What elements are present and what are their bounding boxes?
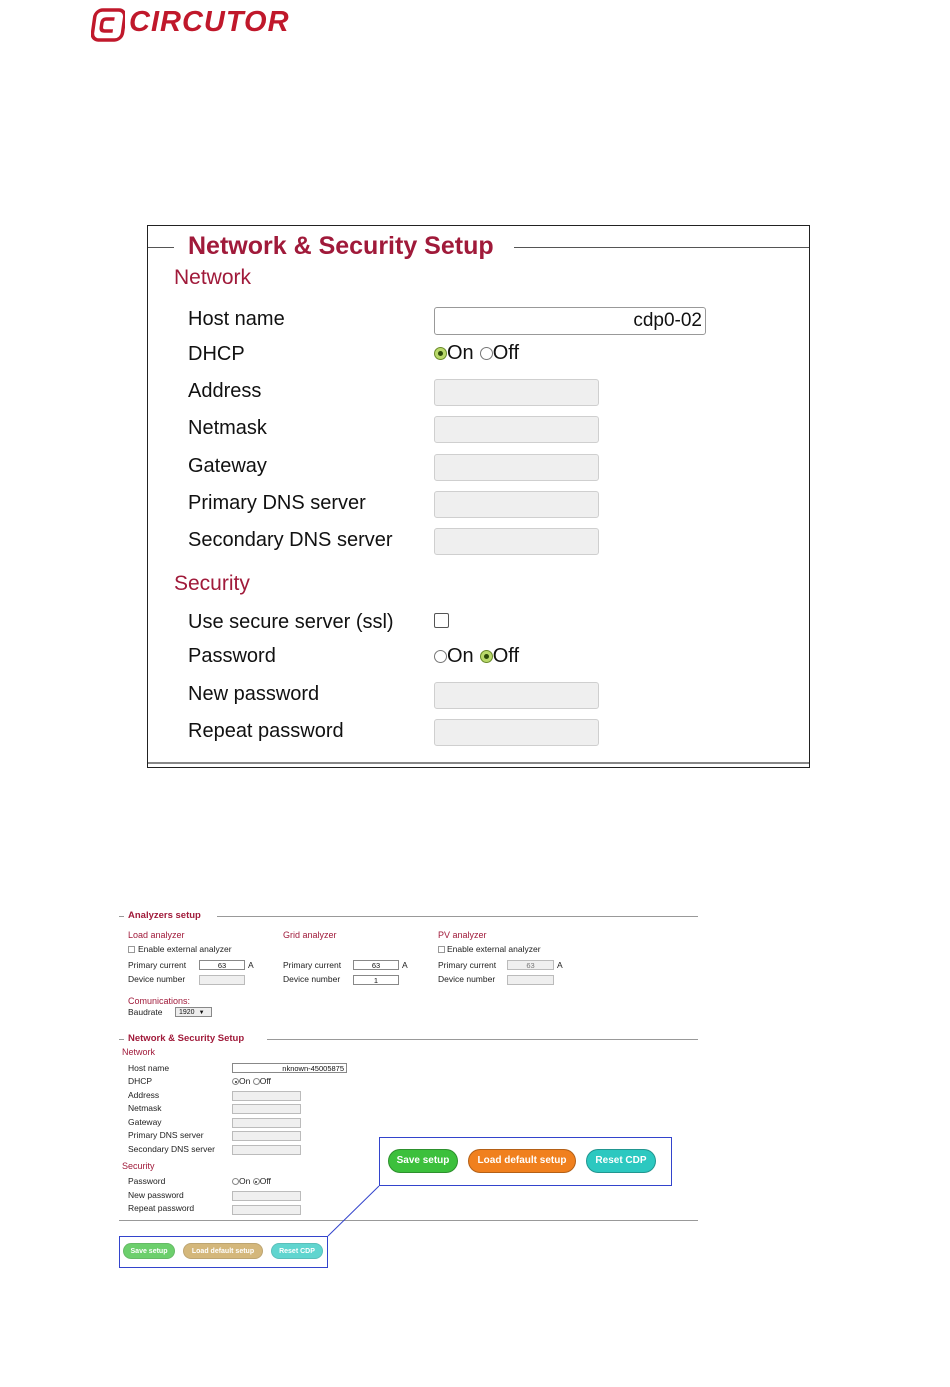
ns-netmask-input[interactable] — [232, 1104, 301, 1114]
password-off-radio[interactable] — [480, 650, 493, 663]
ns-host-name-input[interactable]: nknown-45005875 — [232, 1063, 347, 1073]
ns-title: Network & Security Setup — [128, 1033, 245, 1044]
ns-dhcp-off-label: Off — [259, 1076, 271, 1086]
load-default-setup-button-zoomed[interactable]: Load default setup — [468, 1149, 576, 1173]
save-setup-button[interactable]: Save setup — [123, 1243, 175, 1259]
password-label: Password — [188, 645, 276, 667]
ns-password-on-radio[interactable] — [232, 1178, 239, 1185]
ns-network-heading: Network — [122, 1047, 156, 1057]
dhcp-radio-group — [434, 342, 525, 365]
ns-gateway-input[interactable] — [232, 1118, 301, 1128]
load-unit: A — [248, 960, 254, 970]
gateway-label: Gateway — [188, 455, 267, 477]
load-primary-current-input[interactable]: 63 — [199, 960, 245, 970]
ns-repeat-password-input[interactable] — [232, 1205, 301, 1215]
security-heading: Security — [174, 572, 250, 595]
ns-security-heading: Security — [122, 1161, 155, 1171]
address-label: Address — [188, 380, 262, 402]
password-on-radio[interactable] — [434, 650, 447, 663]
dhcp-on-label: On — [447, 342, 474, 365]
pv-device-number-input[interactable] — [507, 975, 554, 985]
circutor-logo-icon — [91, 8, 125, 42]
analyzers-legend-right — [217, 916, 698, 917]
pv-primary-current-label: Primary current — [438, 960, 497, 970]
pv-enable-label: Enable external analyzer — [447, 944, 541, 954]
netmask-input[interactable] — [434, 416, 599, 443]
load-enable-label: Enable external analyzer — [138, 944, 232, 954]
load-default-setup-button[interactable]: Load default setup — [183, 1243, 263, 1259]
baudrate-label: Baudrate — [128, 1007, 163, 1017]
ns-bottom-rule — [119, 1220, 698, 1221]
ns-secondary-dns-input[interactable] — [232, 1145, 301, 1155]
ssl-checkbox[interactable] — [434, 613, 449, 628]
pv-analyzer-heading: PV analyzer — [438, 930, 487, 940]
grid-primary-current-label: Primary current — [283, 960, 342, 970]
primary-dns-label: Primary DNS server — [188, 492, 366, 514]
save-setup-button-zoomed[interactable]: Save setup — [388, 1149, 458, 1173]
password-off-label: Off — [492, 645, 519, 668]
ns-password-off-radio[interactable] — [253, 1178, 260, 1185]
grid-device-number-input[interactable]: 1 — [353, 975, 399, 985]
legend-line-right — [514, 247, 809, 248]
dhcp-label: DHCP — [188, 343, 245, 365]
panel-title: Network & Security Setup — [188, 232, 494, 260]
grid-analyzer-heading: Grid analyzer — [283, 930, 337, 940]
address-input[interactable] — [434, 379, 599, 406]
load-analyzer-heading: Load analyzer — [128, 930, 185, 940]
load-primary-current-label: Primary current — [128, 960, 187, 970]
ns-netmask-label: Netmask — [128, 1103, 162, 1113]
ns-legend-right — [267, 1039, 698, 1040]
comms-heading: Comunications: — [128, 996, 191, 1006]
circutor-logo-text: CIRCUTOR — [129, 6, 290, 38]
ns-new-password-input[interactable] — [232, 1191, 301, 1201]
ns-password-off-label: Off — [259, 1176, 271, 1186]
ns-repeat-password-label: Repeat password — [128, 1203, 195, 1213]
ssl-label: Use secure server (ssl) — [188, 611, 394, 633]
ns-host-name-label: Host name — [128, 1063, 170, 1073]
ns-dhcp-on-label: On — [239, 1076, 251, 1086]
baudrate-select[interactable] — [175, 1007, 212, 1017]
ns-password-radio-group — [232, 1176, 271, 1186]
secondary-dns-label: Secondary DNS server — [188, 529, 393, 551]
pv-enable-checkbox[interactable] — [438, 946, 445, 953]
grid-device-number-label: Device number — [283, 974, 341, 984]
pv-unit: A — [557, 960, 563, 970]
ns-address-label: Address — [128, 1090, 160, 1100]
ns-new-password-label: New password — [128, 1190, 184, 1200]
pv-device-number-label: Device number — [438, 974, 496, 984]
chevron-down-icon: ▼ — [198, 1010, 205, 1016]
pv-primary-current-input[interactable]: 63 — [507, 960, 554, 970]
repeat-password-input[interactable] — [434, 719, 599, 746]
primary-dns-input[interactable] — [434, 491, 599, 518]
legend-line-left — [148, 247, 174, 248]
ns-legend-left — [119, 1039, 124, 1040]
ns-dhcp-off-radio[interactable] — [253, 1078, 260, 1085]
secondary-dns-input[interactable] — [434, 528, 599, 555]
host-name-label: Host name — [188, 308, 285, 330]
host-name-input[interactable]: cdp0-02 — [434, 307, 706, 335]
baudrate-value: 1920 — [179, 1009, 195, 1016]
netmask-label: Netmask — [188, 417, 267, 439]
repeat-password-label: Repeat password — [188, 720, 344, 742]
ns-password-label: Password — [128, 1176, 166, 1186]
ns-address-input[interactable] — [232, 1091, 301, 1101]
load-device-number-input[interactable] — [199, 975, 245, 985]
new-password-label: New password — [188, 683, 320, 705]
ns-dhcp-on-radio[interactable] — [232, 1078, 239, 1085]
grid-unit: A — [402, 960, 408, 970]
dhcp-on-radio[interactable] — [434, 347, 447, 360]
gateway-input[interactable] — [434, 454, 599, 481]
analyzers-title: Analyzers setup — [128, 910, 201, 921]
dhcp-off-label: Off — [492, 342, 519, 365]
password-radio-group — [434, 645, 525, 668]
new-password-input[interactable] — [434, 682, 599, 709]
reset-cdp-button-zoomed[interactable]: Reset CDP — [586, 1149, 656, 1173]
password-on-label: On — [447, 645, 474, 668]
load-enable-checkbox[interactable] — [128, 946, 135, 953]
dhcp-off-radio[interactable] — [480, 347, 493, 360]
ns-gateway-label: Gateway — [128, 1117, 162, 1127]
ns-primary-dns-input[interactable] — [232, 1131, 301, 1141]
reset-cdp-button[interactable]: Reset CDP — [271, 1243, 323, 1259]
grid-primary-current-input[interactable]: 63 — [353, 960, 399, 970]
analyzers-legend-left — [119, 916, 124, 917]
ns-secondary-dns-label: Secondary DNS server — [128, 1144, 215, 1154]
panel-bottom-rule — [148, 762, 809, 764]
load-device-number-label: Device number — [128, 974, 186, 984]
ns-password-on-label: On — [239, 1176, 251, 1186]
ns-primary-dns-label: Primary DNS server — [128, 1130, 204, 1140]
ns-dhcp-radio-group — [232, 1076, 271, 1086]
ns-dhcp-label: DHCP — [128, 1076, 153, 1086]
network-heading: Network — [174, 266, 252, 289]
